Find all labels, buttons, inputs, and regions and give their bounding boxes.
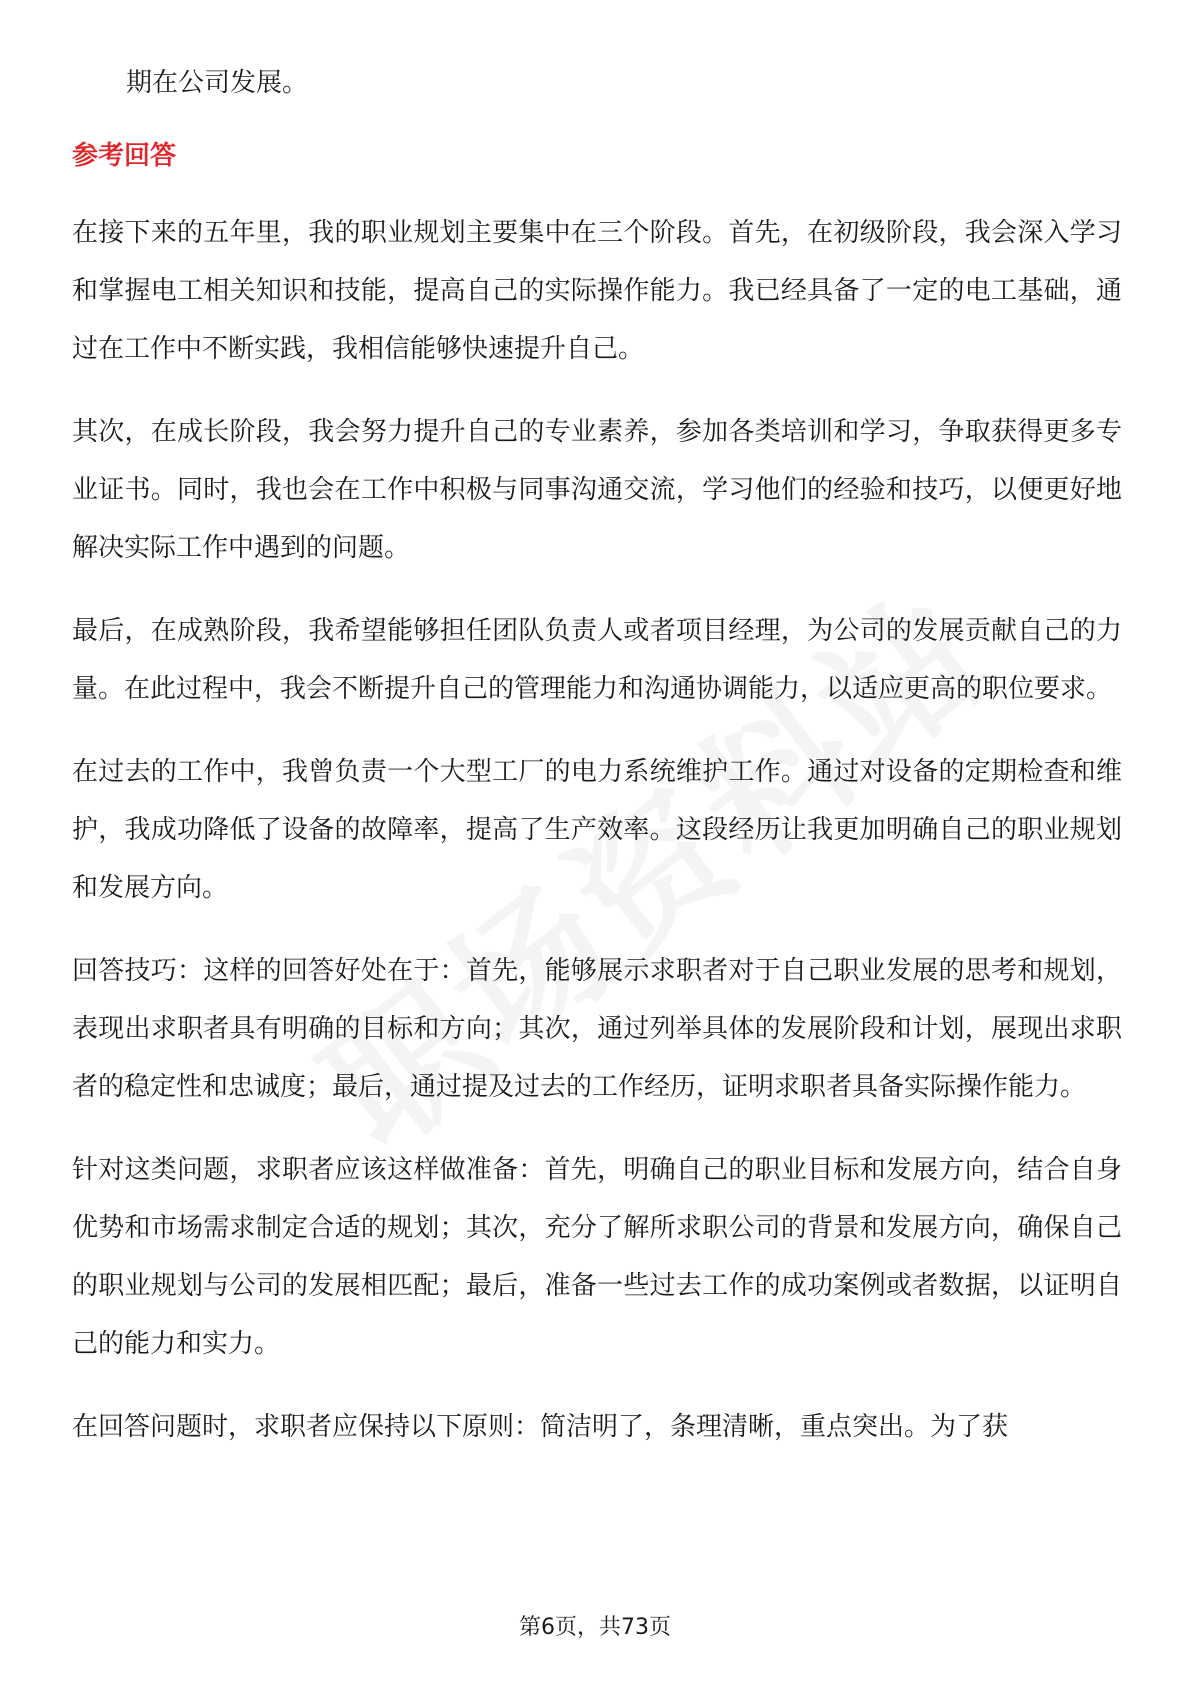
page-number: 第6页，共73页 xyxy=(519,1615,671,1640)
document-body xyxy=(72,54,1122,1481)
continuation-line: 期在公司发展。 xyxy=(126,68,309,98)
paragraph-7: 在回答问题时，求职者应保持以下原则：简洁明了，条理清晰，重点突出。为了获 xyxy=(72,1412,1009,1442)
section-heading: 参考回答 xyxy=(72,141,177,171)
paragraph-2: 其次，在成长阶段，我会努力提升自己的专业素养，参加各类培训和学习，争取获得更多专业证书。同时，我也会在工作中积极与同事沟通交流，学习他们的经验和技巧，以便更好地解决实际工作中遇到的问题。 xyxy=(72,417,1122,563)
paragraph-4: 在过去的工作中，我曾负责一个大型工厂的电力系统维护工作。通过对设备的定期检查和维护，我成功降低了设备的故障率，提高了生产效率。这段经历让我更加明确自己的职业规划和发展方向。 xyxy=(72,757,1122,903)
paragraph-6: 针对这类问题，求职者应该这样做准备：首先，明确自己的职业目标和发展方向，结合自身优势和市场需求制定合适的规划；其次，充分了解所求职公司的背景和发展方向，确保自己的职业规划与公司的发展相匹配；最后，准备一些过去工作的成功案例或者数据，以证明自己的能力和实力。 xyxy=(72,1155,1122,1359)
paragraph-3: 最后，在成熟阶段，我希望能够担任团队负责人或者项目经理，为公司的发展贡献自己的力量。在此过程中，我会不断提升自己的管理能力和沟通协调能力，以适应更高的职位要求。 xyxy=(72,616,1122,704)
paragraph-5: 回答技巧：这样的回答好处在于：首先，能够展示求职者对于自己职业发展的思考和规划，表现出求职者具有明确的目标和方向；其次，通过列举具体的发展阶段和计划，展现出求职者的稳定性和忠诚度；最后，通过提及过去的工作经历，证明求职者具备实际操作能力。 xyxy=(72,956,1122,1102)
paragraph-1: 在接下来的五年里，我的职业规划主要集中在三个阶段。首先，在初级阶段，我会深入学习和掌握电工相关知识和技能，提高自己的实际操作能力。我已经具备了一定的电工基础，通过在工作中不断实践，我相信能够快速提升自己。 xyxy=(72,218,1122,364)
